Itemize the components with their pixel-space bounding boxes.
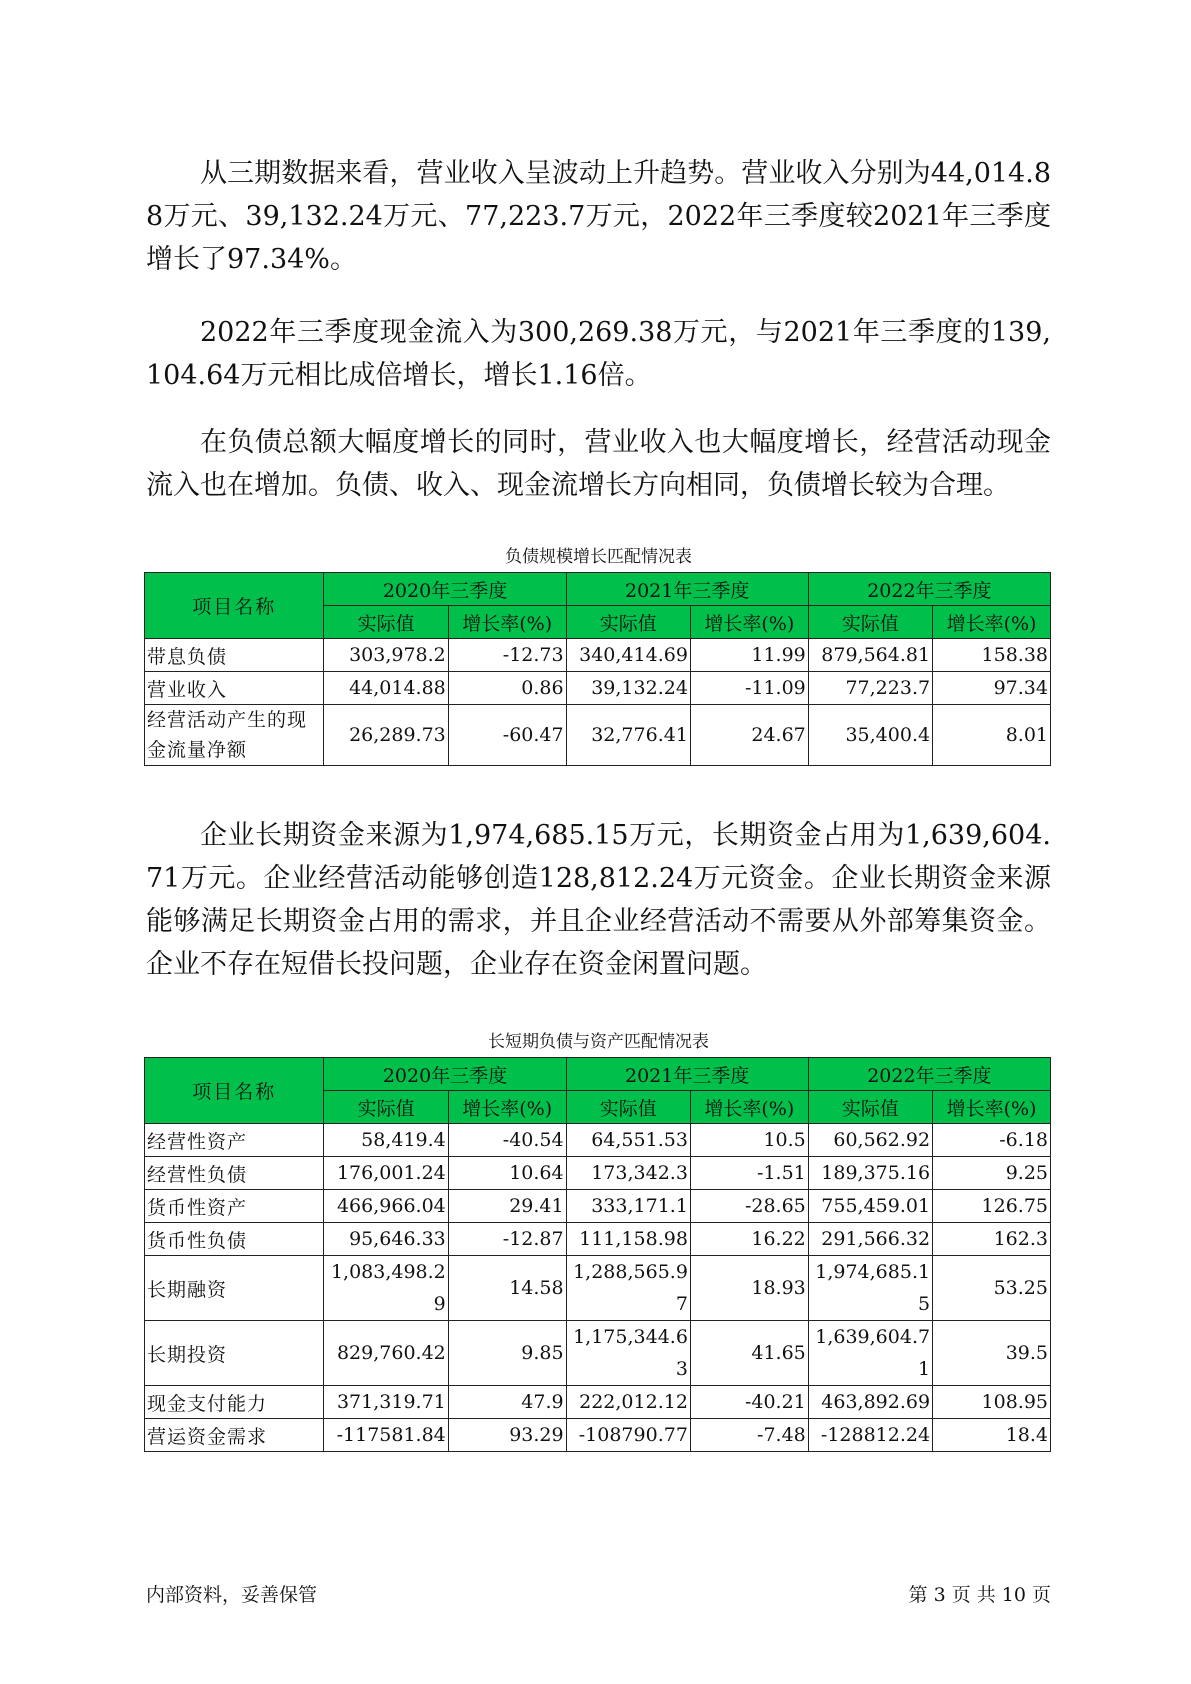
cell-value: -12.73 bbox=[448, 639, 566, 672]
cell-value: 26,289.73 bbox=[324, 705, 448, 766]
cell-value: 189,375.16 bbox=[808, 1157, 932, 1190]
row-name: 长期投资 bbox=[145, 1321, 324, 1386]
cell-value: -117581.84 bbox=[324, 1419, 448, 1452]
cell-value: 466,966.04 bbox=[324, 1190, 448, 1223]
cell-value: 47.9 bbox=[448, 1386, 566, 1419]
table2-caption: 长短期负债与资产匹配情况表 bbox=[488, 1032, 709, 1052]
cell-value: 10.5 bbox=[690, 1124, 808, 1157]
header-period-2020: 2020年三季度 bbox=[324, 573, 566, 606]
cell-value: -60.47 bbox=[448, 705, 566, 766]
cell-value: 463,892.69 bbox=[808, 1386, 932, 1419]
cell-value: 1,288,565.97 bbox=[566, 1256, 690, 1321]
paragraph-debt-growth: 在负债总额大幅度增长的同时，营业收入也大幅度增长，经营活动现金流入也在增加。负债、收入、现金流增长方向相同，负债增长较为合理。 bbox=[146, 427, 1051, 501]
cell-value: 39,132.24 bbox=[566, 672, 690, 705]
cell-value: 64,551.53 bbox=[566, 1124, 690, 1157]
row-name: 现金支付能力 bbox=[145, 1386, 324, 1419]
cell-value: 829,760.42 bbox=[324, 1321, 448, 1386]
cell-value: 39.5 bbox=[933, 1321, 1051, 1386]
row-name: 经营性资产 bbox=[145, 1124, 324, 1157]
cell-value: 879,564.81 bbox=[808, 639, 932, 672]
row-name: 营业收入 bbox=[145, 672, 324, 705]
header-period-2020: 2020年三季度 bbox=[324, 1058, 566, 1091]
cell-value: 44,014.88 bbox=[324, 672, 448, 705]
table-row bbox=[145, 1386, 1051, 1419]
header-growth-rate: 增长率(%) bbox=[933, 606, 1051, 639]
table-row bbox=[145, 1157, 1051, 1190]
header-actual: 实际值 bbox=[566, 606, 690, 639]
header-actual: 实际值 bbox=[808, 1091, 932, 1124]
cell-value: -128812.24 bbox=[808, 1419, 932, 1452]
cell-value: 1,083,498.29 bbox=[324, 1256, 448, 1321]
header-actual: 实际值 bbox=[324, 1091, 448, 1124]
cell-value: 126.75 bbox=[933, 1190, 1051, 1223]
footer-page-number: 第 3 页 共 10 页 bbox=[908, 1584, 1051, 1606]
row-name: 经营性负债 bbox=[145, 1157, 324, 1190]
header-period-2022: 2022年三季度 bbox=[808, 573, 1050, 606]
cell-value: 8.01 bbox=[933, 705, 1051, 766]
cell-value: 18.4 bbox=[933, 1419, 1051, 1452]
cell-value: 173,342.3 bbox=[566, 1157, 690, 1190]
header-period-2021: 2021年三季度 bbox=[566, 573, 808, 606]
cell-value: 35,400.4 bbox=[808, 705, 932, 766]
header-period-2021: 2021年三季度 bbox=[566, 1058, 808, 1091]
debt-growth-table bbox=[144, 572, 1051, 766]
table-row bbox=[145, 1190, 1051, 1223]
cell-value: 291,566.32 bbox=[808, 1223, 932, 1256]
header-growth-rate: 增长率(%) bbox=[690, 606, 808, 639]
cell-value: -11.09 bbox=[690, 672, 808, 705]
cell-value: 0.86 bbox=[448, 672, 566, 705]
cell-value: -28.65 bbox=[690, 1190, 808, 1223]
cell-value: 29.41 bbox=[448, 1190, 566, 1223]
cell-value: 111,158.98 bbox=[566, 1223, 690, 1256]
cell-value: -12.87 bbox=[448, 1223, 566, 1256]
cell-value: 60,562.92 bbox=[808, 1124, 932, 1157]
cell-value: -108790.77 bbox=[566, 1419, 690, 1452]
row-name: 经营活动产生的现金流量净额 bbox=[145, 705, 324, 766]
table-row bbox=[145, 1419, 1051, 1452]
header-item-name: 项目名称 bbox=[145, 1058, 324, 1124]
cell-value: 1,639,604.71 bbox=[808, 1321, 932, 1386]
table-row bbox=[145, 1223, 1051, 1256]
cell-value: 9.85 bbox=[448, 1321, 566, 1386]
cell-value: 371,319.71 bbox=[324, 1386, 448, 1419]
cell-value: 222,012.12 bbox=[566, 1386, 690, 1419]
cell-value: 24.67 bbox=[690, 705, 808, 766]
cell-value: 32,776.41 bbox=[566, 705, 690, 766]
cell-value: 162.3 bbox=[933, 1223, 1051, 1256]
cell-value: 16.22 bbox=[690, 1223, 808, 1256]
cell-value: 14.58 bbox=[448, 1256, 566, 1321]
cell-value: 77,223.7 bbox=[808, 672, 932, 705]
cell-value: 93.29 bbox=[448, 1419, 566, 1452]
table-row bbox=[145, 705, 1051, 766]
table-row bbox=[145, 1256, 1051, 1321]
cell-value: 340,414.69 bbox=[566, 639, 690, 672]
cell-value: 158.38 bbox=[933, 639, 1051, 672]
header-period-2022: 2022年三季度 bbox=[808, 1058, 1050, 1091]
cell-value: 1,175,344.63 bbox=[566, 1321, 690, 1386]
row-name: 货币性资产 bbox=[145, 1190, 324, 1223]
cell-value: 97.34 bbox=[933, 672, 1051, 705]
cell-value: -6.18 bbox=[933, 1124, 1051, 1157]
cell-value: 303,978.2 bbox=[324, 639, 448, 672]
table-row bbox=[145, 639, 1051, 672]
header-actual: 实际值 bbox=[566, 1091, 690, 1124]
header-growth-rate: 增长率(%) bbox=[933, 1091, 1051, 1124]
cell-value: 176,001.24 bbox=[324, 1157, 448, 1190]
cell-value: 9.25 bbox=[933, 1157, 1051, 1190]
cell-value: 755,459.01 bbox=[808, 1190, 932, 1223]
cell-value: 53.25 bbox=[933, 1256, 1051, 1321]
header-actual: 实际值 bbox=[324, 606, 448, 639]
header-item-name: 项目名称 bbox=[145, 573, 324, 639]
asset-liability-match-table bbox=[144, 1057, 1051, 1452]
row-name: 长期融资 bbox=[145, 1256, 324, 1321]
table-row bbox=[145, 672, 1051, 705]
table1-caption: 负债规模增长匹配情况表 bbox=[505, 547, 692, 567]
cell-value: -40.21 bbox=[690, 1386, 808, 1419]
footer-confidential-note: 内部资料，妥善保管 bbox=[146, 1584, 318, 1606]
table-row bbox=[145, 1321, 1051, 1386]
cell-value: 18.93 bbox=[690, 1256, 808, 1321]
header-growth-rate: 增长率(%) bbox=[690, 1091, 808, 1124]
header-growth-rate: 增长率(%) bbox=[448, 606, 566, 639]
cell-value: 10.64 bbox=[448, 1157, 566, 1190]
cell-value: -1.51 bbox=[690, 1157, 808, 1190]
row-name: 货币性负债 bbox=[145, 1223, 324, 1256]
paragraph-revenue-trend: 从三期数据来看，营业收入呈波动上升趋势。营业收入分别为44,014.88万元、39,132.24万元、77,223.7万元，2022年三季度较2021年三季度增长了97.34%。 bbox=[146, 158, 1051, 275]
cell-value: 58,419.4 bbox=[324, 1124, 448, 1157]
cell-value: 108.95 bbox=[933, 1386, 1051, 1419]
row-name: 带息负债 bbox=[145, 639, 324, 672]
header-growth-rate: 增长率(%) bbox=[448, 1091, 566, 1124]
table-row bbox=[145, 1124, 1051, 1157]
cell-value: 1,974,685.15 bbox=[808, 1256, 932, 1321]
paragraph-long-term-funds: 企业长期资金来源为1,974,685.15万元，长期资金占用为1,639,604.71万元。企业经营活动能够创造128,812.24万元资金。企业长期资金来源能够满足长期资金占用的需求，并且企业经营活动不需要从外部筹集资金。企业不存在短借长投问题，企业存在资金闲置问题。 bbox=[146, 820, 1051, 980]
row-name: 营运资金需求 bbox=[145, 1419, 324, 1452]
cell-value: 41.65 bbox=[690, 1321, 808, 1386]
paragraph-cash-inflow: 2022年三季度现金流入为300,269.38万元，与2021年三季度的139,104.64万元相比成倍增长，增长1.16倍。 bbox=[146, 317, 1051, 391]
header-actual: 实际值 bbox=[808, 606, 932, 639]
cell-value: -40.54 bbox=[448, 1124, 566, 1157]
cell-value: -7.48 bbox=[690, 1419, 808, 1452]
cell-value: 11.99 bbox=[690, 639, 808, 672]
cell-value: 95,646.33 bbox=[324, 1223, 448, 1256]
cell-value: 333,171.1 bbox=[566, 1190, 690, 1223]
